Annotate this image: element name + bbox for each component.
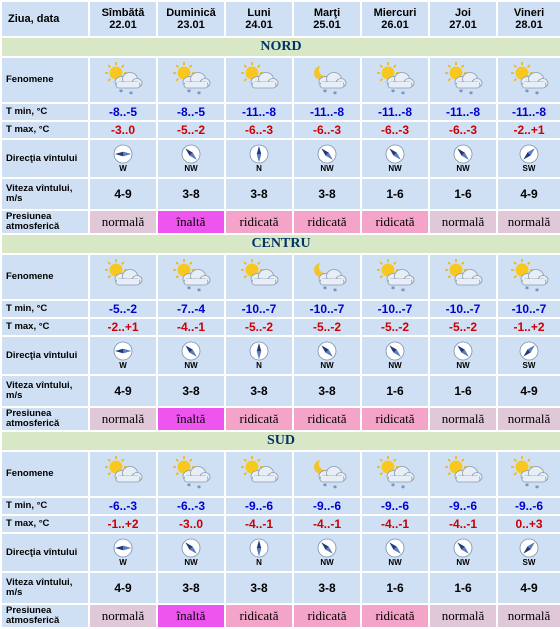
wind-arrow-icon bbox=[362, 341, 428, 361]
wind-dir-cell bbox=[226, 534, 292, 571]
pressure-value: înaltă bbox=[158, 211, 224, 233]
sun-cloud-icon bbox=[430, 456, 496, 492]
pressure-value: ridicată bbox=[362, 408, 428, 430]
wind-arrow-icon bbox=[90, 538, 156, 558]
wind-speed-value: 3-8 bbox=[294, 376, 360, 406]
wind-dir-cell bbox=[294, 534, 360, 571]
wind-speed-value: 3-8 bbox=[226, 376, 292, 406]
pressure-value: normală bbox=[498, 605, 560, 627]
wind-arrow-icon bbox=[498, 538, 560, 558]
tmax-value: -4..-1 bbox=[362, 516, 428, 532]
pressure-value: ridicată bbox=[362, 211, 428, 233]
moon-cloud-snow-icon bbox=[294, 62, 360, 98]
tmax-value: -4..-1 bbox=[158, 319, 224, 335]
wind-dir-label: W bbox=[119, 361, 127, 370]
tmax-value: -6..-3 bbox=[226, 122, 292, 138]
moon-cloud-snow-icon bbox=[294, 259, 360, 295]
header-row bbox=[2, 2, 560, 36]
wind-arrow-icon bbox=[294, 144, 360, 164]
tmin-row bbox=[2, 301, 560, 317]
tmin-value: -6..-3 bbox=[158, 498, 224, 514]
tmin-value: -10..-7 bbox=[498, 301, 560, 317]
pressure-value: normală bbox=[430, 211, 496, 233]
wind-dir-label: NW bbox=[320, 361, 334, 370]
sun-cloud-icon bbox=[90, 456, 156, 492]
wind-dir-label: NW bbox=[184, 558, 198, 567]
day-name: Miercuri bbox=[373, 7, 417, 19]
moon-cloud-snow-icon bbox=[294, 456, 360, 492]
wind-dir-cell bbox=[294, 337, 360, 374]
row-label-phenomena: Fenomene bbox=[2, 255, 88, 299]
weather-cell bbox=[498, 452, 560, 496]
tmin-value: -5..-2 bbox=[90, 301, 156, 317]
weather-cell bbox=[226, 58, 292, 102]
region-row bbox=[2, 38, 560, 56]
tmax-row bbox=[2, 122, 560, 138]
day-date: 26.01 bbox=[381, 19, 409, 31]
wind-dir-cell bbox=[430, 140, 496, 177]
sun-cloud-snow-icon bbox=[158, 62, 224, 98]
weather-cell bbox=[362, 255, 428, 299]
tmin-value: -9..-6 bbox=[362, 498, 428, 514]
wind-dir-cell bbox=[226, 337, 292, 374]
wind-dir-label: NW bbox=[388, 558, 402, 567]
svg-text:*: * bbox=[535, 484, 539, 492]
day-name: Joi bbox=[455, 7, 471, 19]
tmax-value: -1..+2 bbox=[498, 319, 560, 335]
row-label-tmin: T min, °C bbox=[2, 498, 88, 514]
day-header bbox=[158, 2, 224, 36]
wind-dir-cell bbox=[362, 337, 428, 374]
tmin-value: -10..-7 bbox=[226, 301, 292, 317]
wind-speed-value: 4-9 bbox=[498, 573, 560, 603]
pressure-row bbox=[2, 605, 560, 627]
sun-cloud-snow-icon bbox=[158, 456, 224, 492]
tmin-value: -10..-7 bbox=[362, 301, 428, 317]
sun-cloud-snow-icon bbox=[362, 259, 428, 295]
wind-arrow-icon bbox=[498, 144, 560, 164]
pressure-value: ridicată bbox=[294, 408, 360, 430]
row-label-wind-speed: Viteza vîntului, m/s bbox=[2, 573, 88, 603]
tmin-row bbox=[2, 104, 560, 120]
wind-speed-value: 4-9 bbox=[498, 179, 560, 209]
pressure-value: normală bbox=[498, 408, 560, 430]
wind-arrow-icon bbox=[226, 538, 292, 558]
svg-text:*: * bbox=[187, 285, 191, 294]
wind-speed-value: 1-6 bbox=[430, 376, 496, 406]
forecast-body bbox=[2, 38, 560, 627]
tmax-value: -5..-2 bbox=[362, 319, 428, 335]
svg-text:*: * bbox=[459, 88, 463, 97]
wind-dir-label: W bbox=[119, 164, 127, 173]
weather-cell bbox=[294, 58, 360, 102]
wind-speed-value: 1-6 bbox=[362, 573, 428, 603]
wind-speed-value: 4-9 bbox=[90, 179, 156, 209]
pressure-value: ridicată bbox=[362, 605, 428, 627]
pressure-value: ridicată bbox=[294, 211, 360, 233]
day-date: 28.01 bbox=[515, 19, 543, 31]
day-header bbox=[362, 2, 428, 36]
svg-text:*: * bbox=[333, 90, 337, 98]
row-label-tmax: T max, °C bbox=[2, 122, 88, 138]
day-date: 24.01 bbox=[245, 19, 273, 31]
tmax-value: -4..-1 bbox=[226, 516, 292, 532]
tmax-row bbox=[2, 516, 560, 532]
row-label-tmin: T min, °C bbox=[2, 104, 88, 120]
wind-speed-value: 3-8 bbox=[294, 573, 360, 603]
tmax-value: -5..-2 bbox=[158, 122, 224, 138]
svg-text:*: * bbox=[525, 285, 529, 294]
wind-arrow-icon bbox=[294, 341, 360, 361]
row-label-wind-dir: Direcţia vîntului bbox=[2, 534, 88, 571]
wind-dir-label: NW bbox=[320, 558, 334, 567]
svg-text:*: * bbox=[401, 90, 405, 98]
wind-speed-value: 4-9 bbox=[498, 376, 560, 406]
svg-text:*: * bbox=[187, 482, 191, 491]
wind-dir-label: SW bbox=[522, 558, 536, 567]
wind-speed-value: 1-6 bbox=[430, 573, 496, 603]
svg-text:*: * bbox=[401, 484, 405, 492]
tmin-value: -9..-6 bbox=[294, 498, 360, 514]
weather-cell bbox=[430, 452, 496, 496]
wind-dir-cell bbox=[90, 534, 156, 571]
wind-dir-label: SW bbox=[522, 164, 536, 173]
weather-cell bbox=[158, 58, 224, 102]
tmax-value: -6..-3 bbox=[362, 122, 428, 138]
day-header bbox=[294, 2, 360, 36]
region-title: NORD bbox=[2, 38, 560, 56]
wind-dir-cell bbox=[158, 337, 224, 374]
wind-arrow-icon bbox=[158, 538, 224, 558]
row-label-phenomena: Fenomene bbox=[2, 58, 88, 102]
row-label-pressure: Presiunea atmosferică bbox=[2, 211, 88, 233]
day-name: Sîmbătă bbox=[101, 7, 145, 19]
sun-cloud-snow-icon bbox=[90, 62, 156, 98]
wind-dir-cell bbox=[498, 140, 560, 177]
day-date: 25.01 bbox=[313, 19, 341, 31]
wind-arrow-icon bbox=[430, 341, 496, 361]
sun-cloud-snow-icon bbox=[158, 259, 224, 295]
pressure-value: ridicată bbox=[226, 408, 292, 430]
svg-text:*: * bbox=[391, 482, 395, 491]
pressure-value: ridicată bbox=[226, 605, 292, 627]
wind-dir-label: NW bbox=[456, 361, 470, 370]
wind-speed-row bbox=[2, 573, 560, 603]
weather-cell bbox=[498, 58, 560, 102]
wind-arrow-icon bbox=[362, 144, 428, 164]
wind-dir-row bbox=[2, 534, 560, 571]
day-name: Duminică bbox=[166, 7, 216, 19]
tmax-row bbox=[2, 319, 560, 335]
svg-text:*: * bbox=[119, 88, 123, 97]
tmax-value: -4..-1 bbox=[430, 516, 496, 532]
weather-cell bbox=[90, 58, 156, 102]
svg-text:*: * bbox=[333, 484, 337, 492]
pressure-value: normală bbox=[430, 408, 496, 430]
wind-dir-label: NW bbox=[388, 361, 402, 370]
sun-cloud-snow-icon bbox=[362, 456, 428, 492]
svg-text:*: * bbox=[401, 287, 405, 295]
weather-cell bbox=[158, 255, 224, 299]
tmin-value: -7..-4 bbox=[158, 301, 224, 317]
wind-dir-cell bbox=[158, 140, 224, 177]
svg-text:*: * bbox=[535, 90, 539, 98]
svg-text:*: * bbox=[469, 90, 473, 98]
sun-cloud-snow-icon bbox=[498, 456, 560, 492]
tmin-value: -8..-5 bbox=[90, 104, 156, 120]
tmin-value: -11..-8 bbox=[362, 104, 428, 120]
wind-dir-cell bbox=[226, 140, 292, 177]
svg-text:*: * bbox=[391, 285, 395, 294]
svg-text:*: * bbox=[323, 285, 327, 294]
wind-arrow-icon bbox=[158, 341, 224, 361]
row-label-phenomena: Fenomene bbox=[2, 452, 88, 496]
day-date: 22.01 bbox=[109, 19, 137, 31]
wind-speed-value: 3-8 bbox=[294, 179, 360, 209]
weather-cell bbox=[158, 452, 224, 496]
weather-cell bbox=[430, 58, 496, 102]
pressure-row bbox=[2, 211, 560, 233]
tmin-value: -9..-6 bbox=[430, 498, 496, 514]
tmax-value: -6..-3 bbox=[430, 122, 496, 138]
region-title: SUD bbox=[2, 432, 560, 450]
wind-dir-label: NW bbox=[456, 558, 470, 567]
wind-speed-value: 1-6 bbox=[430, 179, 496, 209]
weather-cell bbox=[90, 255, 156, 299]
day-header bbox=[90, 2, 156, 36]
tmin-row bbox=[2, 498, 560, 514]
sun-cloud-snow-icon bbox=[362, 62, 428, 98]
svg-text:*: * bbox=[333, 287, 337, 295]
wind-speed-value: 3-8 bbox=[158, 573, 224, 603]
wind-dir-row bbox=[2, 140, 560, 177]
wind-arrow-icon bbox=[90, 144, 156, 164]
wind-dir-cell bbox=[430, 534, 496, 571]
svg-text:*: * bbox=[197, 484, 201, 492]
wind-speed-value: 4-9 bbox=[90, 573, 156, 603]
wind-dir-cell bbox=[294, 140, 360, 177]
wind-speed-value: 3-8 bbox=[158, 376, 224, 406]
svg-text:*: * bbox=[187, 88, 191, 97]
pressure-value: normală bbox=[90, 211, 156, 233]
tmin-value: -11..-8 bbox=[226, 104, 292, 120]
weather-cell bbox=[294, 255, 360, 299]
wind-dir-cell bbox=[90, 140, 156, 177]
weather-cell bbox=[90, 452, 156, 496]
tmin-value: -9..-6 bbox=[498, 498, 560, 514]
row-label-wind-speed: Viteza vîntului, m/s bbox=[2, 179, 88, 209]
wind-arrow-icon bbox=[226, 341, 292, 361]
wind-dir-cell bbox=[498, 337, 560, 374]
svg-text:*: * bbox=[535, 287, 539, 295]
row-label-pressure: Presiunea atmosferică bbox=[2, 605, 88, 627]
wind-dir-cell bbox=[498, 534, 560, 571]
pressure-value: înaltă bbox=[158, 408, 224, 430]
pressure-value: normală bbox=[90, 408, 156, 430]
weather-cell bbox=[226, 255, 292, 299]
wind-speed-row bbox=[2, 376, 560, 406]
wind-dir-label: N bbox=[256, 361, 262, 370]
tmin-value: -6..-3 bbox=[90, 498, 156, 514]
wind-dir-cell bbox=[362, 140, 428, 177]
wind-dir-label: N bbox=[256, 558, 262, 567]
sun-cloud-icon bbox=[226, 456, 292, 492]
weather-cell bbox=[362, 452, 428, 496]
pressure-value: ridicată bbox=[226, 211, 292, 233]
pressure-value: normală bbox=[498, 211, 560, 233]
region-title: CENTRU bbox=[2, 235, 560, 253]
weather-cell bbox=[294, 452, 360, 496]
sun-cloud-icon bbox=[430, 259, 496, 295]
wind-arrow-icon bbox=[226, 144, 292, 164]
row-label-tmin: T min, °C bbox=[2, 301, 88, 317]
wind-arrow-icon bbox=[90, 341, 156, 361]
tmax-value: -5..-2 bbox=[226, 319, 292, 335]
day-header bbox=[498, 2, 560, 36]
tmax-value: -3..0 bbox=[90, 122, 156, 138]
tmin-value: -8..-5 bbox=[158, 104, 224, 120]
phenomena-row bbox=[2, 58, 560, 102]
tmax-value: -2..+1 bbox=[498, 122, 560, 138]
row-label-wind-dir: Direcţia vîntului bbox=[2, 337, 88, 374]
weather-cell bbox=[226, 452, 292, 496]
day-header bbox=[430, 2, 496, 36]
sun-cloud-icon bbox=[226, 62, 292, 98]
weather-cell bbox=[430, 255, 496, 299]
weather-cell bbox=[362, 58, 428, 102]
weather-cell bbox=[498, 255, 560, 299]
tmax-value: -5..-2 bbox=[430, 319, 496, 335]
pressure-row bbox=[2, 408, 560, 430]
sun-cloud-snow-icon bbox=[498, 259, 560, 295]
corner-label: Ziua, data bbox=[2, 2, 88, 36]
pressure-value: normală bbox=[430, 605, 496, 627]
pressure-value: înaltă bbox=[158, 605, 224, 627]
tmin-value: -11..-8 bbox=[498, 104, 560, 120]
svg-text:*: * bbox=[197, 90, 201, 98]
svg-text:*: * bbox=[525, 482, 529, 491]
day-date: 23.01 bbox=[177, 19, 205, 31]
tmax-value: -4..-1 bbox=[294, 516, 360, 532]
region-row bbox=[2, 432, 560, 450]
sun-cloud-icon bbox=[226, 259, 292, 295]
wind-dir-cell bbox=[90, 337, 156, 374]
sun-cloud-snow-icon bbox=[498, 62, 560, 98]
wind-speed-value: 3-8 bbox=[158, 179, 224, 209]
tmin-value: -9..-6 bbox=[226, 498, 292, 514]
wind-dir-label: NW bbox=[184, 361, 198, 370]
svg-text:*: * bbox=[197, 287, 201, 295]
sun-cloud-icon bbox=[90, 259, 156, 295]
phenomena-row bbox=[2, 452, 560, 496]
wind-speed-value: 3-8 bbox=[226, 573, 292, 603]
tmax-value: -5..-2 bbox=[294, 319, 360, 335]
tmax-value: -6..-3 bbox=[294, 122, 360, 138]
tmax-value: 0..+3 bbox=[498, 516, 560, 532]
wind-arrow-icon bbox=[362, 538, 428, 558]
wind-arrow-icon bbox=[294, 538, 360, 558]
wind-dir-label: NW bbox=[184, 164, 198, 173]
tmin-value: -10..-7 bbox=[430, 301, 496, 317]
wind-arrow-icon bbox=[498, 341, 560, 361]
svg-text:*: * bbox=[323, 88, 327, 97]
wind-arrow-icon bbox=[430, 538, 496, 558]
wind-dir-label: NW bbox=[456, 164, 470, 173]
phenomena-row bbox=[2, 255, 560, 299]
day-date: 27.01 bbox=[449, 19, 477, 31]
day-name: Luni bbox=[247, 7, 271, 19]
svg-text:*: * bbox=[525, 88, 529, 97]
wind-dir-row bbox=[2, 337, 560, 374]
tmax-value: -2..+1 bbox=[90, 319, 156, 335]
day-header bbox=[226, 2, 292, 36]
row-label-wind-speed: Viteza vîntului, m/s bbox=[2, 376, 88, 406]
svg-text:*: * bbox=[323, 482, 327, 491]
row-label-tmax: T max, °C bbox=[2, 516, 88, 532]
day-name: Vineri bbox=[513, 7, 545, 19]
wind-speed-value: 1-6 bbox=[362, 376, 428, 406]
wind-speed-value: 3-8 bbox=[226, 179, 292, 209]
tmax-value: -1..+2 bbox=[90, 516, 156, 532]
pressure-value: normală bbox=[90, 605, 156, 627]
wind-dir-label: W bbox=[119, 558, 127, 567]
wind-arrow-icon bbox=[430, 144, 496, 164]
region-row bbox=[2, 235, 560, 253]
wind-dir-label: SW bbox=[522, 361, 536, 370]
wind-speed-value: 4-9 bbox=[90, 376, 156, 406]
wind-speed-row bbox=[2, 179, 560, 209]
svg-text:*: * bbox=[391, 88, 395, 97]
row-label-wind-dir: Direcţia vîntului bbox=[2, 140, 88, 177]
row-label-pressure: Presiunea atmosferică bbox=[2, 408, 88, 430]
pressure-value: ridicată bbox=[294, 605, 360, 627]
wind-dir-label: N bbox=[256, 164, 262, 173]
wind-dir-label: NW bbox=[388, 164, 402, 173]
wind-speed-value: 1-6 bbox=[362, 179, 428, 209]
tmin-value: -10..-7 bbox=[294, 301, 360, 317]
wind-arrow-icon bbox=[158, 144, 224, 164]
svg-text:*: * bbox=[129, 90, 133, 98]
sun-cloud-snow-icon bbox=[430, 62, 496, 98]
row-label-tmax: T max, °C bbox=[2, 319, 88, 335]
day-name: Marţi bbox=[313, 7, 341, 19]
tmin-value: -11..-8 bbox=[294, 104, 360, 120]
wind-dir-cell bbox=[362, 534, 428, 571]
tmax-value: -3..0 bbox=[158, 516, 224, 532]
wind-dir-cell bbox=[430, 337, 496, 374]
tmin-value: -11..-8 bbox=[430, 104, 496, 120]
wind-dir-label: NW bbox=[320, 164, 334, 173]
wind-dir-cell bbox=[158, 534, 224, 571]
